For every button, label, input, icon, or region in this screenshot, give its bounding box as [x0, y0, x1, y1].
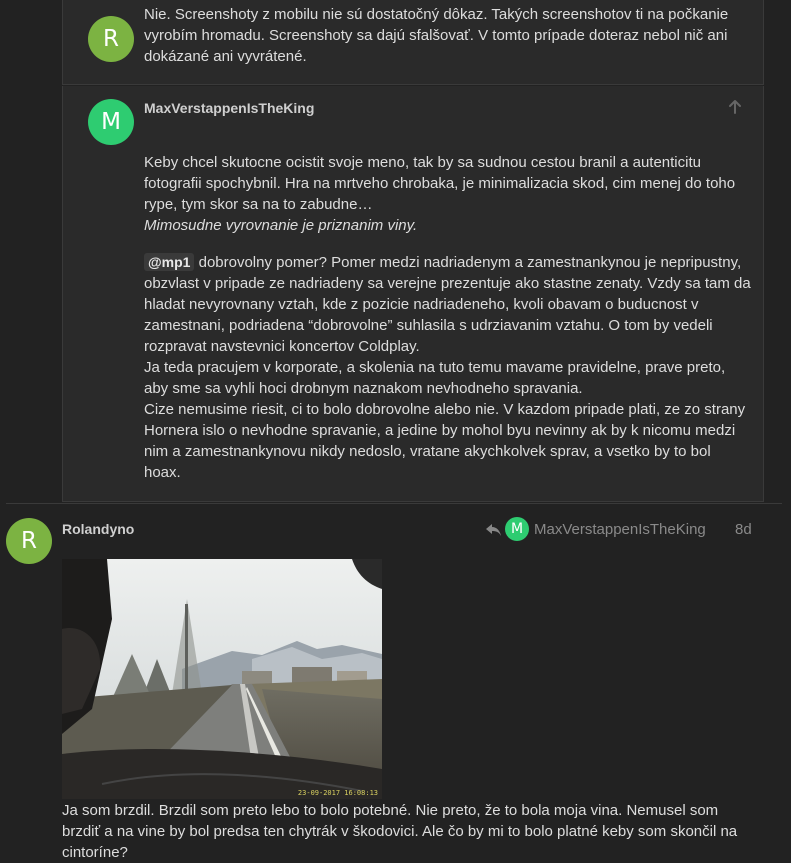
avatar[interactable]: [88, 16, 134, 62]
post-date[interactable]: 8d: [735, 521, 752, 538]
text-line: vyrobím hromadu. Screenshoty sa dajú sfalšovať. V tomto prípade doteraz nebol nič ani: [144, 27, 728, 44]
post-body: [62, 800, 782, 863]
text-line: dokázané ani vyvrátené.: [144, 48, 307, 65]
italic-line: Mimosudne vyrovnanie je priznanim viny.: [144, 217, 418, 234]
username[interactable]: Rolandyno: [62, 521, 135, 537]
text-line: brzdiť a na vine by bol predsa ten chytrák v škodovici. Ale čo by mi to bolo platné keby som skončil na: [62, 823, 738, 840]
text-line: rype, tym skor sa na to zabudne…: [144, 196, 373, 213]
avatar: [505, 517, 529, 541]
avatar-letter: M: [101, 108, 121, 135]
text-line: Ja teda pracujem v korporate, a skolenia na tuto temu mavame pravidelne, prave preto,: [144, 359, 726, 376]
arrow-up-icon[interactable]: [727, 99, 743, 115]
mention-link[interactable]: @mp1: [144, 253, 194, 271]
text-line: Cize nemusime riesit, ci to bolo dobrovolne alebo nie. V kazdom pripade plati, ze zo strany: [144, 401, 746, 418]
text-line: hoax.: [144, 464, 181, 481]
text-line: Hornera islo o nevhodne spravanie, a jedine by mohol byu nevinny ak by k nicomu medzi: [144, 422, 736, 439]
text-line: Ja som brzdil. Brzdil som preto lebo to bolo potebné. Nie preto, že to bola moja vina. Nemusel som: [62, 802, 719, 819]
avatar[interactable]: [6, 518, 52, 564]
text-line: hladat nevyrovnany vztah, kde z pozicie nadriadeneho, kvoli obavam o buducnost v: [144, 296, 699, 313]
text-line: Keby chcel skutocne ocistit svoje meno, tak by sa sudnou cestou branil a autenticitu: [144, 154, 701, 171]
avatar-letter: M: [510, 520, 524, 537]
quote-text: [144, 4, 754, 67]
text-line: fotografii spochybnil. Hra na mrtveho chrobaka, je minimalizacia skod, cim menej do toho: [144, 175, 736, 192]
text-line: zamestnani, podriadena “dobrovolne” suhlasila s udrziavanim vztahu. O tom by vedeli: [144, 317, 713, 334]
reply-icon: [485, 522, 503, 536]
username[interactable]: MaxVerstappenIsTheKing: [144, 100, 315, 116]
text-line: Nie. Screenshoty z mobilu nie sú dostatočný dôkaz. Takých screenshotov ti na počkanie: [144, 6, 729, 23]
reply-to-username: MaxVerstappenIsTheKing: [534, 520, 706, 538]
post-divider: [6, 503, 782, 504]
post-image[interactable]: [62, 559, 382, 799]
avatar-letter: R: [21, 527, 37, 554]
avatar-letter: R: [103, 25, 119, 52]
quote-text: [144, 252, 759, 483]
text-line: rozpravat navstevnici koncertov Coldplay.: [144, 338, 420, 355]
text-line: nim a zamestnankynovu nikdy nedoslo, vratane akychkolvek sprav, a vsetko by to bol: [144, 443, 711, 460]
quote-text: [144, 152, 759, 236]
avatar[interactable]: [88, 99, 134, 145]
text-line: cintoríne?: [62, 844, 128, 861]
reply-to[interactable]: [485, 516, 706, 542]
text-line: [144, 252, 759, 273]
text-span: dobrovolny pomer? Pomer medzi nadriadenym a zamestnankynou je nepripustny,: [194, 254, 742, 271]
image-timestamp: 23-09-2017 16:08:13: [297, 789, 378, 797]
text-line: aby sme sa vyhli hoci drobnym naznakom nevhodneho spravania.: [144, 380, 583, 397]
text-line: obzvlast v pripade ze nadriadeny sa verejne prezentuje ako stastne zenaty. Vzdy sa tam da: [144, 275, 751, 292]
